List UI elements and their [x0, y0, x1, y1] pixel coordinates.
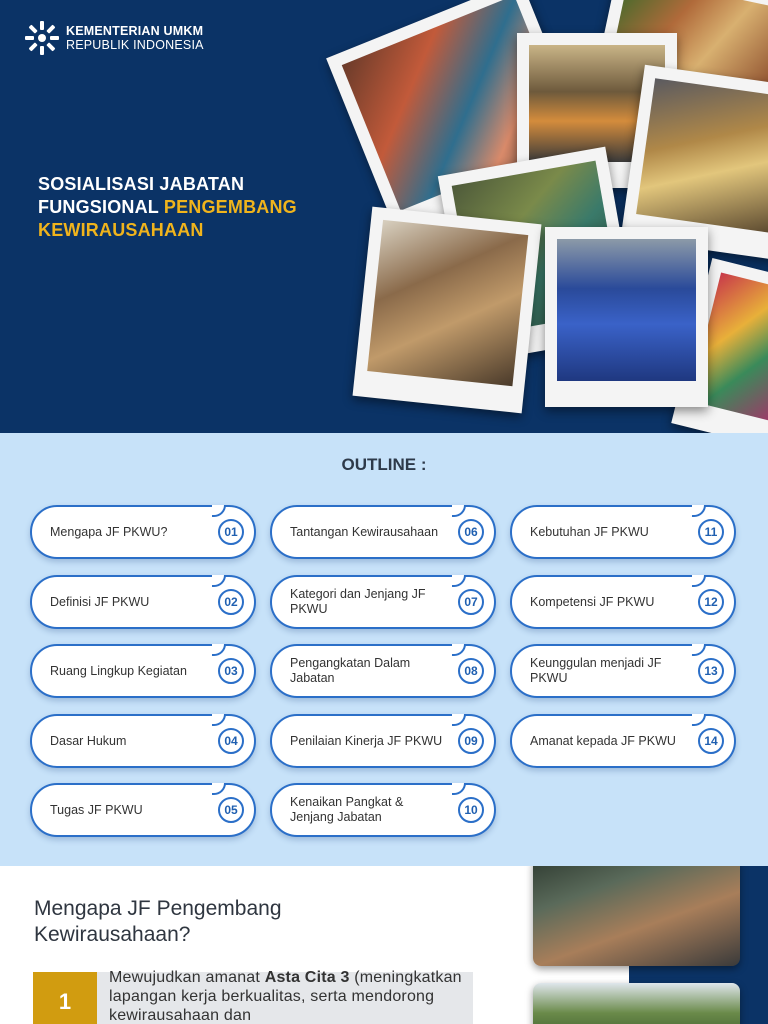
outline-item-number: 10: [458, 797, 484, 823]
outline-title: OUTLINE :: [341, 455, 427, 474]
logo-line1: KEMENTERIAN UMKM: [66, 24, 204, 38]
outline-item-05[interactable]: [30, 783, 256, 837]
point-text: [109, 968, 469, 1024]
photo-outdoor-trees: [533, 983, 740, 1024]
outline-item-notch: [692, 575, 706, 587]
outline-item-number: 14: [698, 728, 724, 754]
outline-item-number: 03: [218, 658, 244, 684]
hero-title-white: SOSIALISASI JABATAN FUNGSIONAL: [38, 174, 245, 217]
ministry-logo: [24, 20, 204, 56]
outline-item-notch: [692, 644, 706, 656]
point-number: 1: [33, 972, 97, 1024]
outline-section: [0, 433, 768, 866]
outline-item-13[interactable]: [510, 644, 736, 698]
ministry-logo-icon: [24, 20, 60, 56]
outline-item-notch: [452, 644, 466, 656]
outline-item-label: Mengapa JF PKWU?: [50, 524, 168, 539]
outline-item-number: 05: [218, 797, 244, 823]
logo-line2: REPUBLIK INDONESIA: [66, 38, 204, 52]
outline-item-number: 01: [218, 519, 244, 545]
hero-banner: [0, 0, 768, 433]
outline-item-notch: [212, 505, 226, 517]
outline-item-number: 02: [218, 589, 244, 615]
outline-item-number: 07: [458, 589, 484, 615]
hero-title-accent: PENGEMBANG KEWIRAUSAHAAN: [38, 197, 297, 240]
photo-civil-servants: [545, 227, 708, 407]
outline-item-label: Kebutuhan JF PKWU: [530, 524, 649, 539]
outline-item-notch: [212, 714, 226, 726]
outline-item-label: Kompetensi JF PKWU: [530, 594, 655, 609]
outline-item-08[interactable]: [270, 644, 496, 698]
outline-item-14[interactable]: [510, 714, 736, 768]
outline-item-09[interactable]: [270, 714, 496, 768]
outline-item-number: 13: [698, 658, 724, 684]
outline-item-04[interactable]: [30, 714, 256, 768]
outline-item-label: Tugas JF PKWU: [50, 802, 143, 817]
outline-item-label: Pengangkatan Dalam Jabatan: [290, 656, 411, 685]
outline-item-notch: [452, 714, 466, 726]
outline-item-number: 08: [458, 658, 484, 684]
outline-item-02[interactable]: [30, 575, 256, 629]
outline-item-label: Definisi JF PKWU: [50, 594, 150, 609]
hero-title: [38, 173, 338, 242]
outline-item-notch: [452, 783, 466, 795]
outline-item-label: Tantangan Kewirausahaan: [290, 524, 439, 539]
outline-item-label: Kenaikan Pangkat & Jenjang Jabatan: [290, 795, 404, 824]
outline-item-notch: [692, 714, 706, 726]
point-text-bold: Asta Cita 3: [264, 969, 350, 986]
point-text-box: [97, 969, 473, 1024]
outline-item-number: 12: [698, 589, 724, 615]
outline-item-label: Penilaian Kinerja JF PKWU: [290, 733, 443, 748]
outline-item-number: 11: [698, 519, 724, 545]
outline-item-06[interactable]: [270, 505, 496, 559]
outline-item-notch: [212, 783, 226, 795]
outline-item-notch: [212, 644, 226, 656]
outline-item-11[interactable]: [510, 505, 736, 559]
outline-item-label: Dasar Hukum: [50, 733, 127, 748]
outline-item-number: 04: [218, 728, 244, 754]
outline-item-number: 06: [458, 519, 484, 545]
outline-item-label: Ruang Lingkup Kegiatan: [50, 663, 187, 678]
outline-item-01[interactable]: [30, 505, 256, 559]
outline-item-notch: [692, 505, 706, 517]
outline-item-label: Kategori dan Jenjang JF PKWU: [290, 587, 426, 616]
outline-item-10[interactable]: [270, 783, 496, 837]
outline-item-notch: [452, 505, 466, 517]
outline-item-03[interactable]: [30, 644, 256, 698]
outline-item-notch: [212, 575, 226, 587]
photo-office-worker: [533, 866, 740, 966]
outline-item-label: Keunggulan menjadi JF PKWU: [530, 656, 662, 685]
photo-craft-workshop: [353, 207, 542, 414]
outline-item-label: Amanat kepada JF PKWU: [530, 733, 676, 748]
outline-item-12[interactable]: [510, 575, 736, 629]
point-text-pre: Mewujudkan amanat: [109, 969, 265, 986]
why-title: Mengapa JF Pengembang Kewirausahaan?: [34, 897, 282, 946]
outline-item-07[interactable]: [270, 575, 496, 629]
point-text-post: (meningkatkan lapangan kerja berkualitas, serta mendorong kewirausahaan dan: [109, 969, 462, 1024]
outline-item-notch: [452, 575, 466, 587]
why-section: [0, 866, 768, 1024]
outline-item-number: 09: [458, 728, 484, 754]
